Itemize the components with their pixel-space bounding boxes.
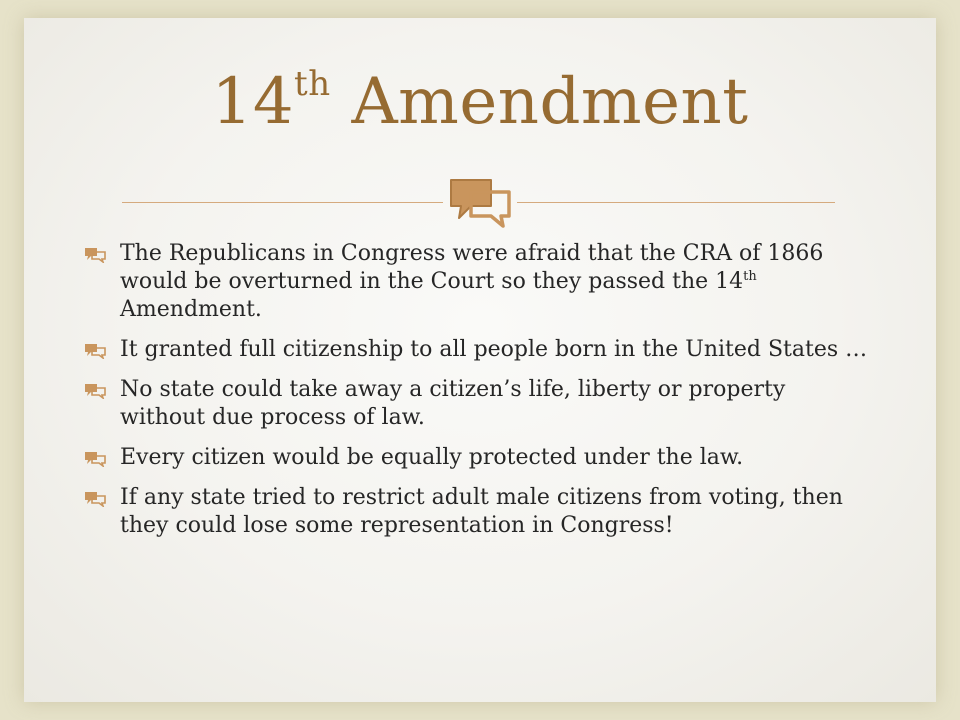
- double-speech-bubble-icon: [84, 247, 106, 263]
- bullet-item: [84, 484, 874, 540]
- divider-line-left: [122, 202, 443, 203]
- double-speech-bubble-icon: [84, 451, 106, 467]
- bullet-text: No state could take away a citizen’s life, liberty or property without due process of law.: [120, 377, 786, 430]
- double-speech-bubble-icon: [84, 491, 106, 507]
- title-number: 14: [211, 65, 295, 139]
- title-text: Amendment: [351, 65, 749, 139]
- bullet-text: The Republicans in Congress were afraid that the CRA of 1866 would be overturned in the Court so they passed the 14: [120, 241, 824, 294]
- double-speech-bubble-icon: [84, 383, 106, 399]
- bullet-text: Every citizen would be equally protected under the law.: [120, 445, 744, 470]
- bullet-text: If any state tried to restrict adult male citizens from voting, then they could lose some representation in Congress!: [120, 485, 843, 538]
- bullet-item: [84, 336, 874, 364]
- bullet-list: [84, 240, 874, 552]
- bullet-text-end: Amendment.: [120, 297, 262, 322]
- slide-title: [0, 64, 960, 139]
- bullet-item: [84, 240, 874, 324]
- double-speech-bubble-icon: [84, 343, 106, 359]
- bullet-item: [84, 444, 874, 472]
- divider-line-right: [517, 202, 835, 203]
- title-superscript: th: [294, 64, 331, 104]
- bullet-superscript: th: [743, 269, 757, 284]
- bullet-item: [84, 376, 874, 432]
- double-speech-bubble-icon: [447, 176, 513, 228]
- bullet-text: It granted full citizenship to all people born in the United States …: [120, 337, 868, 362]
